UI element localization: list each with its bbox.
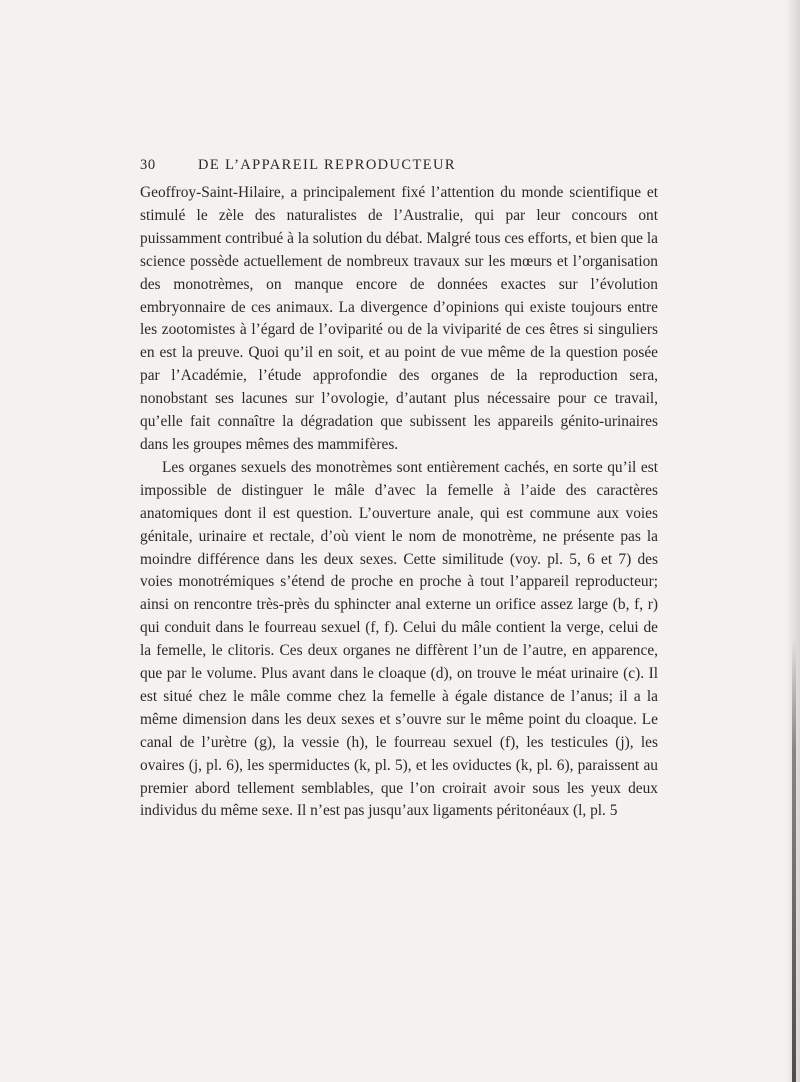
body-text [140, 182, 658, 823]
running-title: DE L’APPAREIL REPRODUCTEUR [198, 157, 456, 173]
paragraph-sexual-organs: Les organes sexuels des monotrèmes sont entièrement cachés, en sorte qu’il est impossible de distinguer le mâle d’avec la femelle à l’aide des caractères anatomiques dont il est question. L’ouverture anale, qui est commune aux voies génitale, urinaire et rectale, d’où vient le nom de monotrème, ne présente pas la moindre différence dans les deux sexes. Cette similitude (voy. pl. 5, 6 et 7) des voies monotrémiques s’étend de proche en proche à tout l’appareil reproducteur; ainsi on rencontre très-près du sphincter anal externe un orifice assez large (b, f, r) qui conduit dans le fourreau sexuel (f, f). Celui du mâle contient la verge, celui de la femelle, le clitoris. Ces deux organes ne diffèrent l’un de l’autre, en apparence, que par le volume. Plus avant dans le cloaque (d), on trouve le méat urinaire (c). Il est situé chez le mâle comme chez la femelle à égale distance de l’anus; il a la même dimension dans les deux sexes et s’ouvre sur le même point du cloaque. Le canal de l’urètre (g), la vessie (h), le fourreau sexuel (f), les testicules (j), les ovaires (j, pl. 6), les spermiductes (k, pl. 5), et les oviductes (k, pl. 6), paraissent au premier abord tellement semblables, que l’on croirait avoir sous les yeux deux individus du même sexe. Il n’est pas jusqu’aux ligaments péritonéaux (l, pl. 5 [140, 458, 658, 820]
page-number: 30 [140, 157, 156, 173]
paragraph-continued: Geoffroy-Saint-Hilaire, a principalement fixé l’attention du monde scientifique et stimulé le zèle des naturalistes de l’Australie, qui par leur concours ont puissamment contribué à la solution du débat. Malgré tous ces efforts, et bien que la science possède actuellement de nombreux travaux sur les mœurs et l’organisation des monotrèmes, on manque encore de données exactes sur l’évolution embryonnaire de ces animaux. La divergence d’opinions qui existe toujours entre les zootomistes à l’égard de l’oviparité ou de la viviparité de ces êtres si singuliers en est la preuve. Quoi qu’il en soit, et au point de vue même de la question posée par l’Académie, l’étude approfondie des organes de la reproduction sera, nonobstant ses lacunes sur l’ovologie, d’autant plus nécessaire pour ce travail, qu’elle fait connaître la dégradation que subissent les appareils génito-urinaires dans les groupes mêmes des mammifères. [140, 184, 658, 453]
running-head [140, 157, 658, 177]
page-edge-line [792, 640, 796, 1082]
